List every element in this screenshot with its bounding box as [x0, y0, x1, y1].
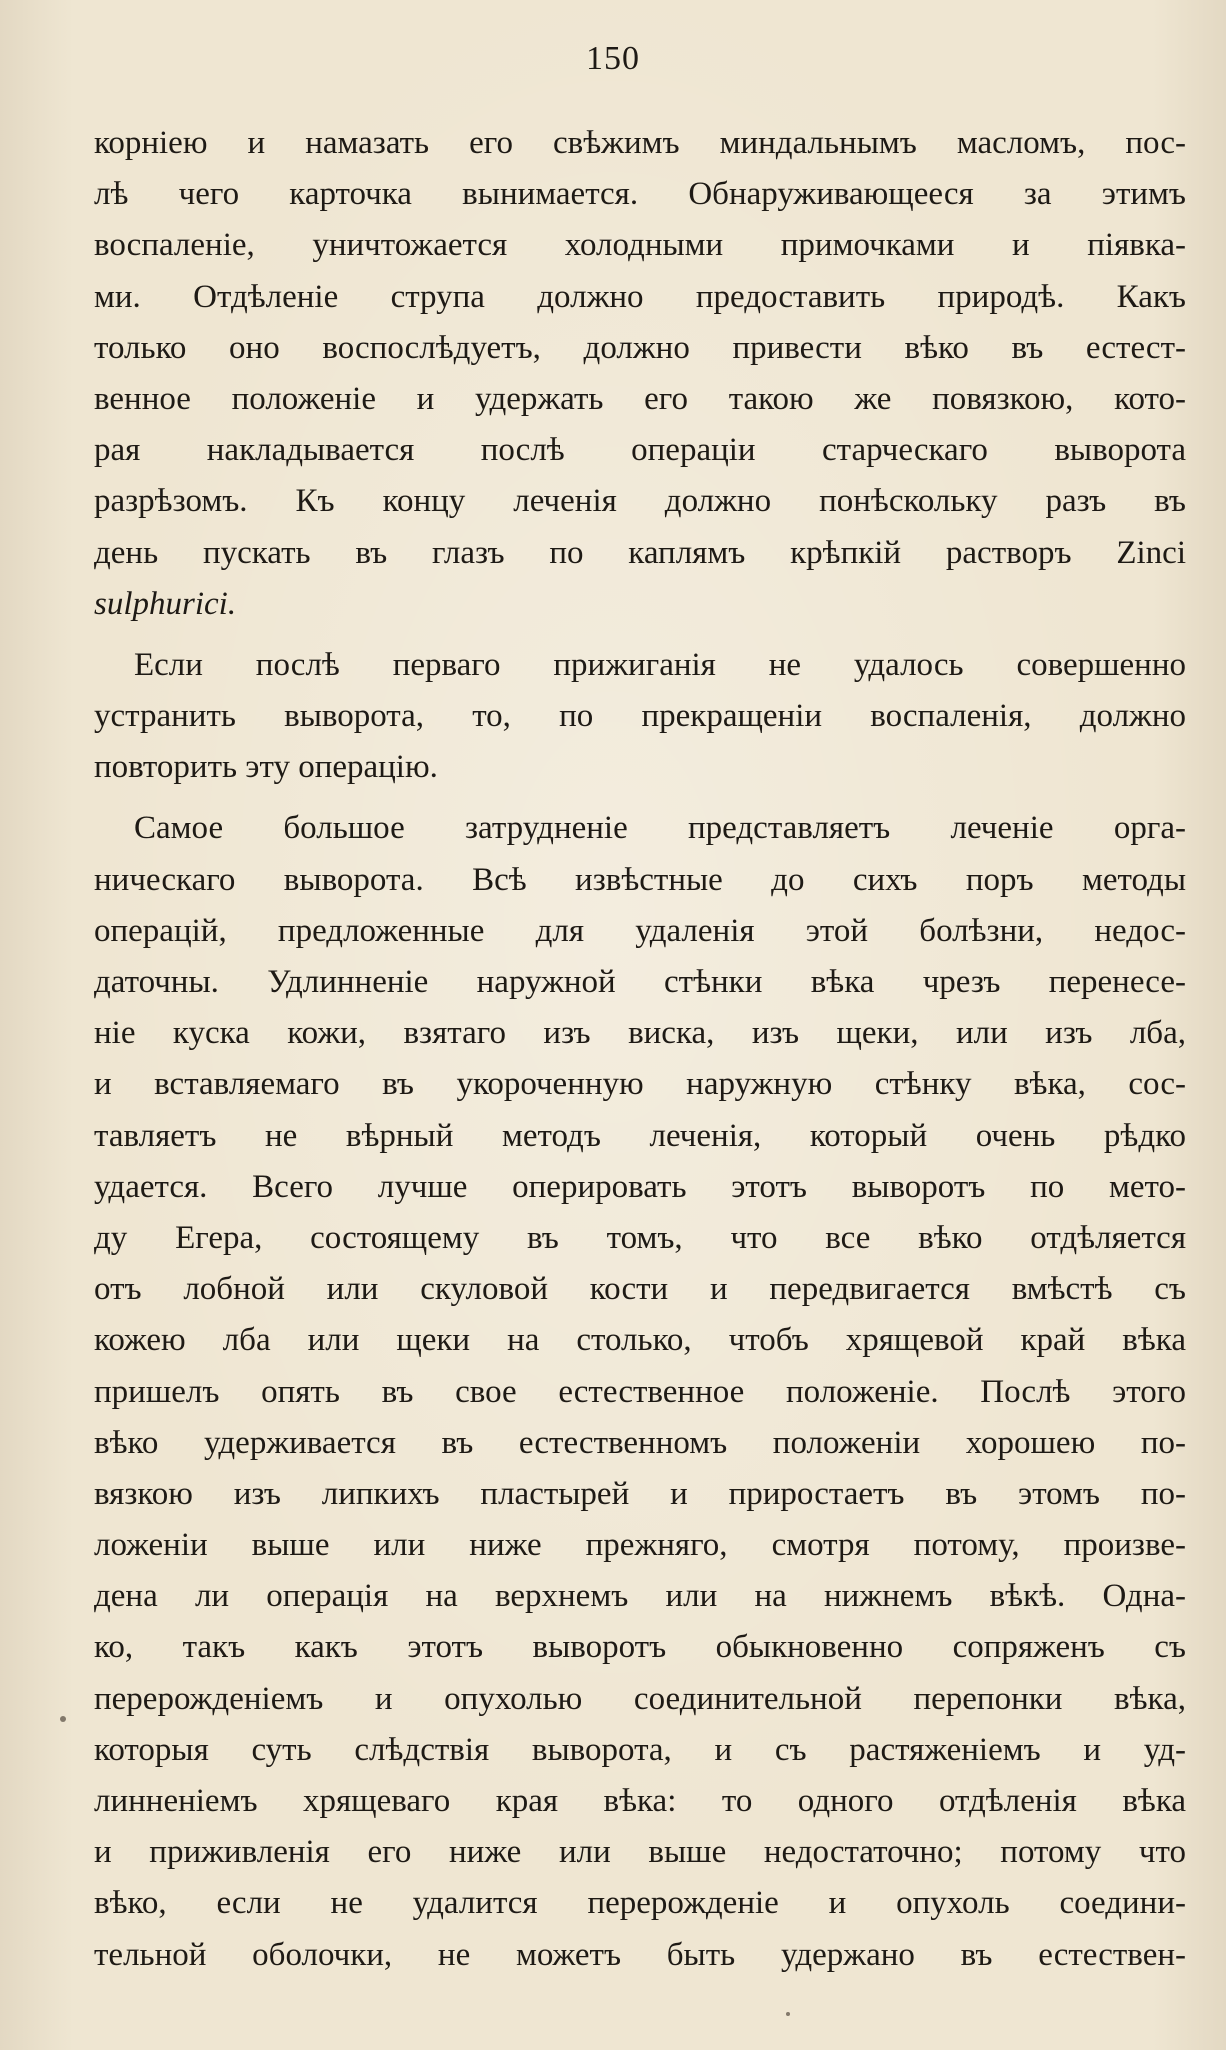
text-line: ническаго выворота. Всѣ извѣстные до сихъ поръ методы — [94, 861, 1186, 898]
text-line: кожею лба или щеки на столько, чтобъ хрящевой край вѣка — [94, 1322, 1186, 1359]
text-line: только оно воспослѣдуетъ, должно привести вѣко въ естест- — [94, 329, 1186, 366]
text-line: sulphurici. — [94, 585, 237, 622]
text-line: ми. Отдѣленіе струпа должно предоставить природѣ. Какъ — [94, 278, 1186, 315]
text-line: и приживленія его ниже или выше недостаточно; потому что — [94, 1834, 1186, 1871]
text-line: пришелъ опять въ свое естественное положеніе. Послѣ этого — [94, 1373, 1186, 1410]
text-line: линненіемъ хрящеваго края вѣка: то одного отдѣленія вѣка — [94, 1783, 1186, 1819]
text-line: и вставляемаго въ укороченную наружную стѣнку вѣка, сос- — [94, 1066, 1186, 1103]
text-line: даточны. Удлинненіе наружной стѣнки вѣка чрезъ перенесе- — [94, 964, 1186, 1000]
text-line: Если послѣ перваго прижиганія не удалось совершенно — [134, 646, 1186, 683]
text-line: вѣко удерживается въ естественномъ положеніи хорошею по- — [94, 1424, 1186, 1461]
text-line: устранить выворота, то, по прекращеніи воспаленія, должно — [94, 698, 1186, 735]
text-line: тельной оболочки, не можетъ быть удержано въ естествен- — [94, 1936, 1186, 1973]
page-number: 150 — [586, 40, 640, 77]
body-text — [94, 118, 1186, 1981]
ink-speck — [60, 1716, 66, 1722]
text-line: вязкою изъ липкихъ пластырей и приростаетъ въ этомъ по- — [94, 1475, 1186, 1512]
text-line: вѣко, если не удалится перерожденіе и опухоль соедини- — [94, 1885, 1186, 1922]
text-line: тавляетъ не вѣрный методъ леченія, который очень рѣдко — [94, 1117, 1186, 1154]
text-line: корніею и намазать его свѣжимъ миндальнымъ масломъ, пос- — [94, 125, 1186, 161]
text-line: повторить эту операцію. — [94, 749, 438, 786]
text-line: отъ лобной или скуловой кости и передвигается вмѣстѣ съ — [94, 1271, 1186, 1308]
text-line: операцій, предложенные для удаленія этой болѣзни, недос- — [94, 912, 1186, 949]
text-line: ложеніи выше или ниже прежняго, смотря потому, произве- — [94, 1527, 1186, 1564]
text-line: удается. Всего лучше оперировать этотъ выворотъ по мето- — [94, 1168, 1186, 1205]
text-line: ко, такъ какъ этотъ выворотъ обыкновенно сопряженъ съ — [94, 1629, 1186, 1666]
text-line: разрѣзомъ. Къ концу леченія должно понѣскольку разъ въ — [94, 483, 1186, 520]
text-line: воспаленіе, уничтожается холодными примочками и піявка- — [94, 227, 1186, 264]
text-line: которыя суть слѣдствія выворота, и съ растяженіемъ и уд- — [94, 1731, 1186, 1768]
text-line: перерожденіемъ и опухолью соединительной перепонки вѣка, — [94, 1680, 1186, 1717]
text-line: дена ли операція на верхнемъ или на нижнемъ вѣкѣ. Одна- — [94, 1578, 1186, 1615]
text-line: венное положеніе и удержать его такою же повязкою, кото- — [94, 380, 1186, 417]
ink-speck — [786, 2012, 790, 2016]
text-line: Самое большое затрудненіе представляетъ леченіе орга- — [134, 810, 1186, 847]
text-line: ніе куска кожи, взятаго изъ виска, изъ щеки, или изъ лба, — [94, 1015, 1186, 1052]
text-line: ду Егера, состоящему въ томъ, что все вѣко отдѣляется — [94, 1219, 1186, 1256]
text-line: лѣ чего карточка вынимается. Обнаруживающееся за этимъ — [94, 176, 1186, 213]
text-line: день пускать въ глазъ по каплямъ крѣпкій растворъ Zinci — [94, 534, 1186, 571]
text-line: рая накладывается послѣ операціи старческаго выворота — [94, 432, 1186, 469]
